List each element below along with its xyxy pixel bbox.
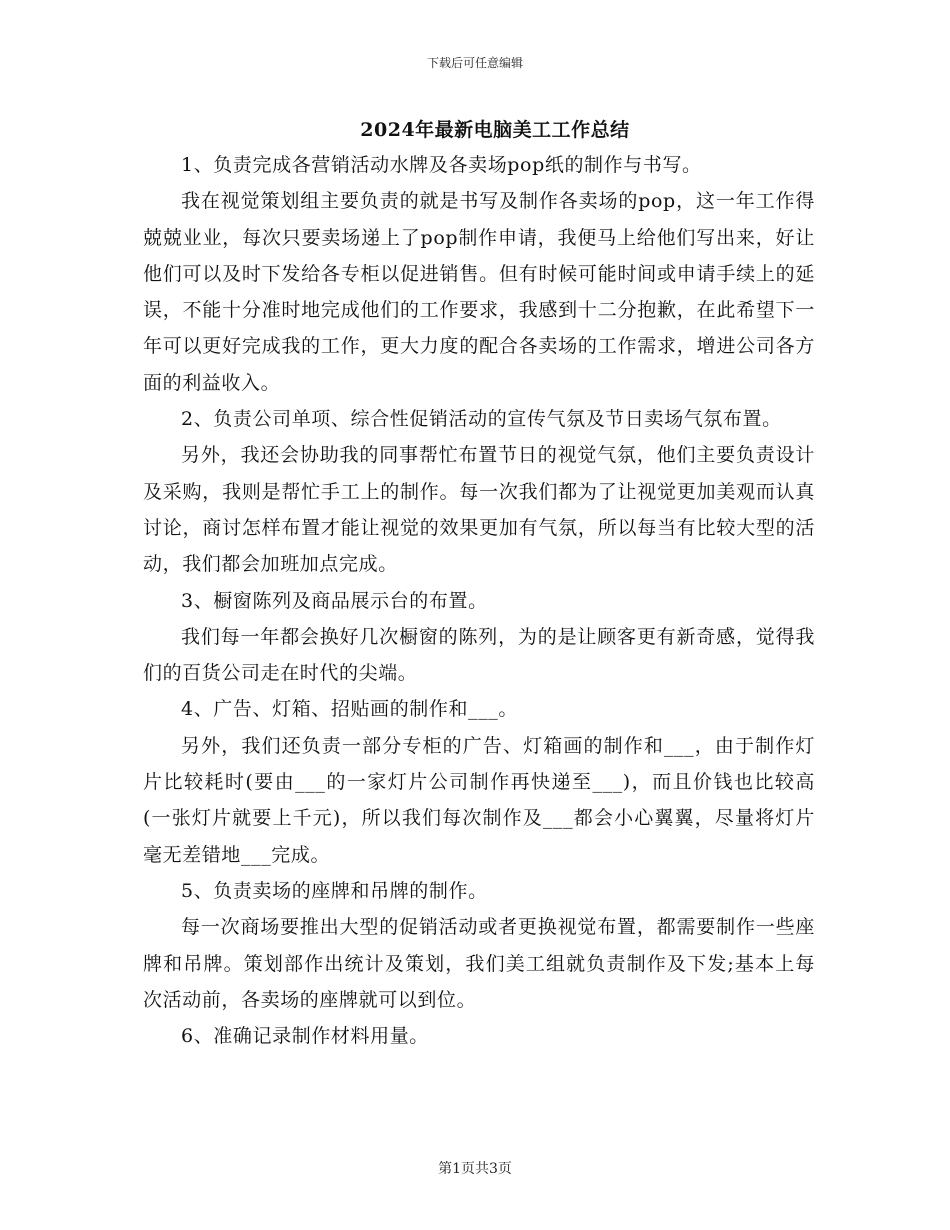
document-body <box>143 147 815 1054</box>
header-note: 下载后可任意编辑 <box>426 56 523 70</box>
paragraph-4: 另外，我还会协助我的同事帮忙布置节日的视觉气氛，他们主要负责设计及采购，我则是帮忙手工上的制作。每一次我们都为了让视觉更加美观而认真讨论，商讨怎样布置才能让视觉的效果更加有气氛，所以每当有比较大型的活动，我们都会加班加点完成。 <box>143 444 815 576</box>
paragraph-7: 4、广告、灯箱、招贴画的制作和___。 <box>181 698 518 721</box>
paragraph-5: 3、橱窗陈列及商品展示台的布置。 <box>181 589 488 612</box>
paragraph-3: 2、负责公司单项、综合性促销活动的宣传气氛及节日卖场气氛布置。 <box>181 408 782 431</box>
paragraph-11: 6、准确记录制作材料用量。 <box>181 1025 429 1048</box>
paragraph-9: 5、负责卖场的座牌和吊牌的制作。 <box>181 879 488 902</box>
paragraph-2: 我在视觉策划组主要负责的就是书写及制作各卖场的pop，这一年工作得兢兢业业，每次只要卖场递上了pop制作申请，我便马上给他们写出来，好让他们可以及时下发给各专柜以促进销售。但有时候可能时间或申请手续上的延误，不能十分准时地完成他们的工作要求，我感到十二分抱歉，在此希望下一年可以更好完成我的工作，更大力度的配合各卖场的工作需求，增进公司各方面的利益收入。 <box>143 190 815 394</box>
document-title: 2024年最新电脑美工工作总结 <box>360 119 630 141</box>
paragraph-10: 每一次商场要推出大型的促销活动或者更换视觉布置，都需要制作一些座牌和吊牌。策划部作出统计及策划，我们美工组就负责制作及下发;基本上每次活动前，各卖场的座牌就可以到位。 <box>143 916 815 1011</box>
paragraph-8: 另外，我们还负责一部分专柜的广告、灯箱画的制作和___，由于制作灯片比较耗时(要由___的一家灯片公司制作再快递至___)，而且价钱也比较高(一张灯片就要上千元)，所以我们每次制作及___都会小心翼翼，尽量将灯片毫无差错地___完成。 <box>143 734 815 866</box>
page-number-footer: 第1页共3页 <box>438 1161 512 1177</box>
paragraph-6: 我们每一年都会换好几次橱窗的陈列，为的是让顾客更有新奇感，觉得我们的百货公司走在时代的尖端。 <box>143 625 815 685</box>
paragraph-1: 1、负责完成各营销活动水牌及各卖场pop纸的制作与书写。 <box>181 154 702 176</box>
